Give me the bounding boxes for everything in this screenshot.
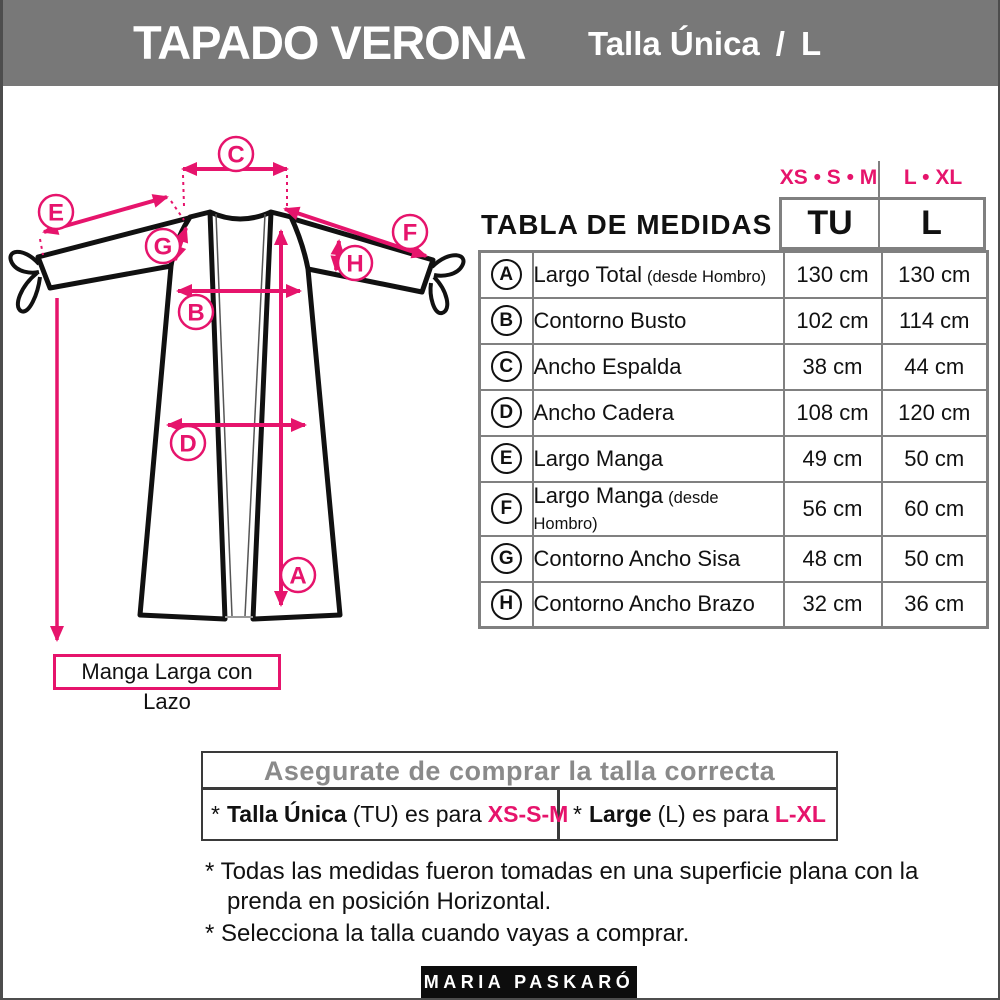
table-row [480,582,988,628]
letter-badge: D [491,397,522,428]
svg-text:H: H [346,250,364,278]
svg-text:G: G [153,233,173,261]
footnotes [205,857,918,949]
sizing-note-tu: * Talla Única (TU) es para XS-S-M [203,790,560,839]
svg-text:B: B [187,299,205,327]
letter-markers [39,137,427,592]
size-separator: / [775,25,785,62]
value-l: 114 cm [882,298,988,344]
marker-B [179,295,213,329]
value-tu: 32 cm [784,582,882,628]
page-title: TAPADO VERONA [133,16,526,69]
right-cuff-tie [431,255,464,313]
value-tu: 48 cm [784,536,882,582]
footnote-1-line-1: * Todas las medidas fueron tomadas en una superficie plana con la [205,858,919,885]
value-l: 36 cm [882,582,988,628]
sleeve-caption-box: Manga Larga con Lazo [53,654,281,690]
marker-C [219,137,253,171]
marker-D [171,426,205,460]
footnote-2: * Selecciona la talla cuando vayas a comprar. [205,920,690,947]
sizing-note-l: * Large (L) es para L-XL [573,801,826,827]
column-headers [779,197,986,250]
marker-E [39,195,73,229]
letter-badge: A [491,259,522,290]
letter-badge: E [491,443,522,474]
value-l: 120 cm [882,390,988,436]
measure-label: Contorno Busto [533,307,687,333]
svg-text:C: C [227,141,245,169]
garment-body [140,212,340,619]
left-cuff-tie [10,252,40,312]
marker-H [338,246,372,280]
measure-label: Ancho Espalda [533,353,682,379]
value-tu: 108 cm [784,390,882,436]
measure-label: Ancho Cadera [533,399,675,425]
size-label: Talla Única [588,25,760,62]
value-l: 60 cm [882,482,988,536]
table-row [480,536,988,582]
size-indicator [588,0,821,88]
value-l: 50 cm [882,536,988,582]
measure-note: (desde Hombro) [533,488,719,533]
svg-text:D: D [179,430,197,458]
svg-text:F: F [402,219,418,247]
measure-label: Largo Manga [533,445,664,471]
svg-text:A: A [289,562,307,590]
footnote-1-line-2: prenda en posición Horizontal. [227,887,552,915]
table-row [480,298,988,344]
table-row [480,436,988,482]
size-group-l: L • XL [878,161,986,197]
table-row [480,390,988,436]
size-group-labels [779,161,986,197]
measure-label: Largo Manga [533,482,664,508]
svg-text:E: E [47,199,65,227]
value-tu: 130 cm [784,252,882,298]
value-l: 130 cm [882,252,988,298]
measure-label: Largo Total [533,261,642,287]
sizing-box [201,751,838,841]
column-header-l: L [921,204,942,242]
measure-note: (desde Hombro) [646,267,767,286]
letter-badge: C [491,351,522,382]
sizing-box-row [203,790,836,839]
measurements-table [478,250,989,629]
marker-A [281,558,315,592]
letter-badge: F [491,493,522,524]
size-group-tu: XS • S • M [779,166,878,189]
brand-logo: MARIA PASKARÓ [421,966,637,998]
marker-G [146,229,180,263]
value-tu: 102 cm [784,298,882,344]
letter-badge: G [491,543,522,574]
column-header-tu: TU [782,200,880,247]
measure-label: Contorno Ancho Sisa [533,545,741,571]
table-row [480,252,988,298]
value-tu: 49 cm [784,436,882,482]
table-row [480,482,988,536]
value-l: 44 cm [882,344,988,390]
header-bar [3,0,998,86]
letter-badge: B [491,305,522,336]
value-l: 50 cm [882,436,988,482]
size-value: L [800,25,822,62]
table-row [480,344,988,390]
sizing-box-title: Asegurate de comprar la talla correcta [203,753,836,790]
letter-badge: H [491,589,522,620]
marker-F [393,215,427,249]
value-tu: 56 cm [784,482,882,536]
garment-diagram [3,100,473,700]
garment-sleeves [38,213,433,292]
table-title: TABLA DE MEDIDAS [481,209,773,240]
value-tu: 38 cm [784,344,882,390]
measure-label: Contorno Ancho Brazo [533,591,755,617]
